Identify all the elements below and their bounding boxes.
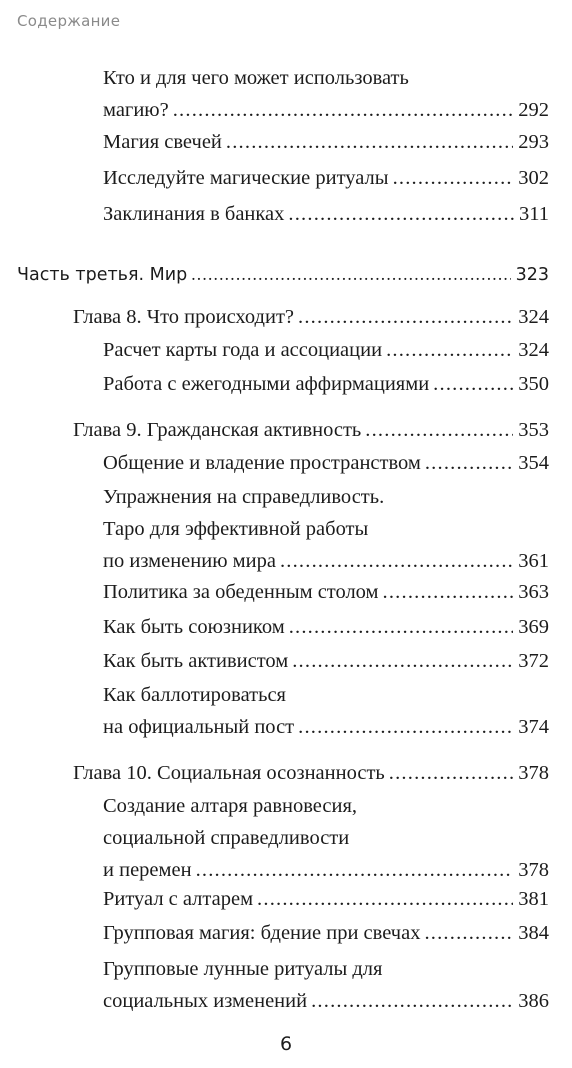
- toc-entry-title: Заклинания в банках: [103, 203, 285, 225]
- toc-entry-title: Групповая магия: бдение при свечах: [103, 922, 421, 944]
- toc-entry-title-line: по изменению мира: [103, 550, 276, 572]
- dot-leader: [289, 611, 514, 643]
- toc-page-number: 350: [518, 373, 549, 395]
- toc-part-title: Часть третья. Мир: [17, 265, 188, 285]
- toc-entry-title: Расчет карты года и ассоциации: [103, 339, 383, 361]
- toc-page-number: 324: [518, 306, 549, 328]
- toc-entry-title-line: Групповые лунные ритуалы для: [103, 958, 383, 980]
- toc-page-number: 384: [518, 922, 549, 944]
- toc-entry-title-line: и перемен: [103, 859, 192, 881]
- page-number: 6: [279, 1033, 293, 1055]
- dot-leader: [288, 198, 514, 230]
- dot-leader: [383, 576, 514, 608]
- toc-page-number: 354: [518, 452, 549, 474]
- toc-entry-title-line: Как баллотироваться: [103, 684, 286, 706]
- dot-leader: [311, 985, 513, 1017]
- toc-entry-title-line: Упражнения на справедливость.: [103, 486, 385, 508]
- toc-chapter-title: Глава 9. Гражданская активность: [73, 419, 362, 441]
- dot-leader: [280, 545, 513, 577]
- toc-chapter-title: Глава 8. Что происходит?: [73, 306, 295, 328]
- toc-entry[interactable]: [103, 126, 549, 158]
- toc-page-number: 374: [518, 716, 549, 738]
- toc-page-number: 324: [518, 339, 549, 361]
- toc-entry-title-line: магию?: [103, 99, 169, 121]
- toc-entry-title-line: социальных изменений: [103, 990, 308, 1012]
- dot-leader: [173, 94, 514, 126]
- toc-entry-title: Как быть активистом: [103, 650, 289, 672]
- dot-leader: [389, 757, 513, 789]
- dot-leader: [433, 368, 513, 400]
- toc-page-number: 293: [518, 131, 549, 153]
- toc-chapter-entry[interactable]: [73, 301, 549, 333]
- toc-entry[interactable]: [103, 481, 549, 577]
- toc-entry[interactable]: [103, 611, 549, 643]
- toc-page-number: 323: [515, 265, 549, 285]
- toc-entry-title-line: на официальный пост: [103, 716, 295, 738]
- toc-entry[interactable]: [103, 679, 549, 743]
- toc-entry[interactable]: [103, 198, 549, 230]
- toc-page-number: 292: [518, 99, 549, 121]
- dot-leader: [257, 883, 513, 915]
- toc-page-number: 361: [518, 550, 549, 572]
- toc-chapter-title: Глава 10. Социальная осознанность: [73, 762, 385, 784]
- toc-page-number: 311: [519, 203, 549, 225]
- dot-leader: [393, 162, 514, 194]
- toc-entry-title-line: Кто и для чего может использовать: [103, 67, 409, 89]
- toc-entry[interactable]: [103, 645, 549, 677]
- toc-page-number: 386: [518, 990, 549, 1012]
- toc-chapter-entry[interactable]: [73, 757, 549, 789]
- toc-entry-title-line: Таро для эффективной работы: [103, 518, 369, 540]
- dot-leader: [386, 334, 513, 366]
- toc-page-number: 378: [518, 762, 549, 784]
- toc-page-number: 353: [518, 419, 549, 441]
- toc-entry[interactable]: [103, 162, 549, 194]
- running-header: Содержание: [17, 12, 121, 30]
- toc-entry-title-line: Создание алтаря равновесия,: [103, 795, 358, 817]
- toc-entry-title: Как быть союзником: [103, 616, 285, 638]
- toc-entry[interactable]: [103, 62, 549, 126]
- toc-entry[interactable]: [103, 790, 549, 886]
- dot-leader: [292, 645, 513, 677]
- toc-entry-title: Ритуал с алтарем: [103, 888, 254, 910]
- toc-entry-title: Общение и владение пространством: [103, 452, 421, 474]
- toc-entry[interactable]: [103, 917, 549, 949]
- toc-entry-title: Работа с ежегодными аффирмациями: [103, 373, 430, 395]
- toc-entry[interactable]: [103, 576, 549, 608]
- toc-part-entry[interactable]: [17, 258, 549, 291]
- dot-leader: [424, 917, 513, 949]
- dot-leader: [191, 258, 510, 290]
- toc-chapter-entry[interactable]: [73, 414, 549, 446]
- toc-entry[interactable]: [103, 368, 549, 400]
- toc-page-number: 363: [518, 581, 549, 603]
- toc-page-number: 372: [518, 650, 549, 672]
- toc-entry[interactable]: [103, 334, 549, 366]
- toc-entry-title: Политика за обеденным столом: [103, 581, 379, 603]
- toc-entry-title-line: социальной справедливости: [103, 827, 350, 849]
- dot-leader: [196, 854, 514, 886]
- dot-leader: [226, 126, 513, 158]
- toc-entry-title: Магия свечей: [103, 131, 222, 153]
- dot-leader: [298, 711, 513, 743]
- dot-leader: [365, 414, 513, 446]
- dot-leader: [298, 301, 513, 333]
- toc-page-number: 378: [518, 859, 549, 881]
- toc-entry[interactable]: [103, 953, 549, 1017]
- toc-entry[interactable]: [103, 447, 549, 479]
- dot-leader: [425, 447, 513, 479]
- toc-page-number: 369: [518, 616, 549, 638]
- toc-entry-title: Исследуйте магические ритуалы: [103, 167, 389, 189]
- toc-page-number: 381: [518, 888, 549, 910]
- toc-page-number: 302: [518, 167, 549, 189]
- toc-entry[interactable]: [103, 883, 549, 915]
